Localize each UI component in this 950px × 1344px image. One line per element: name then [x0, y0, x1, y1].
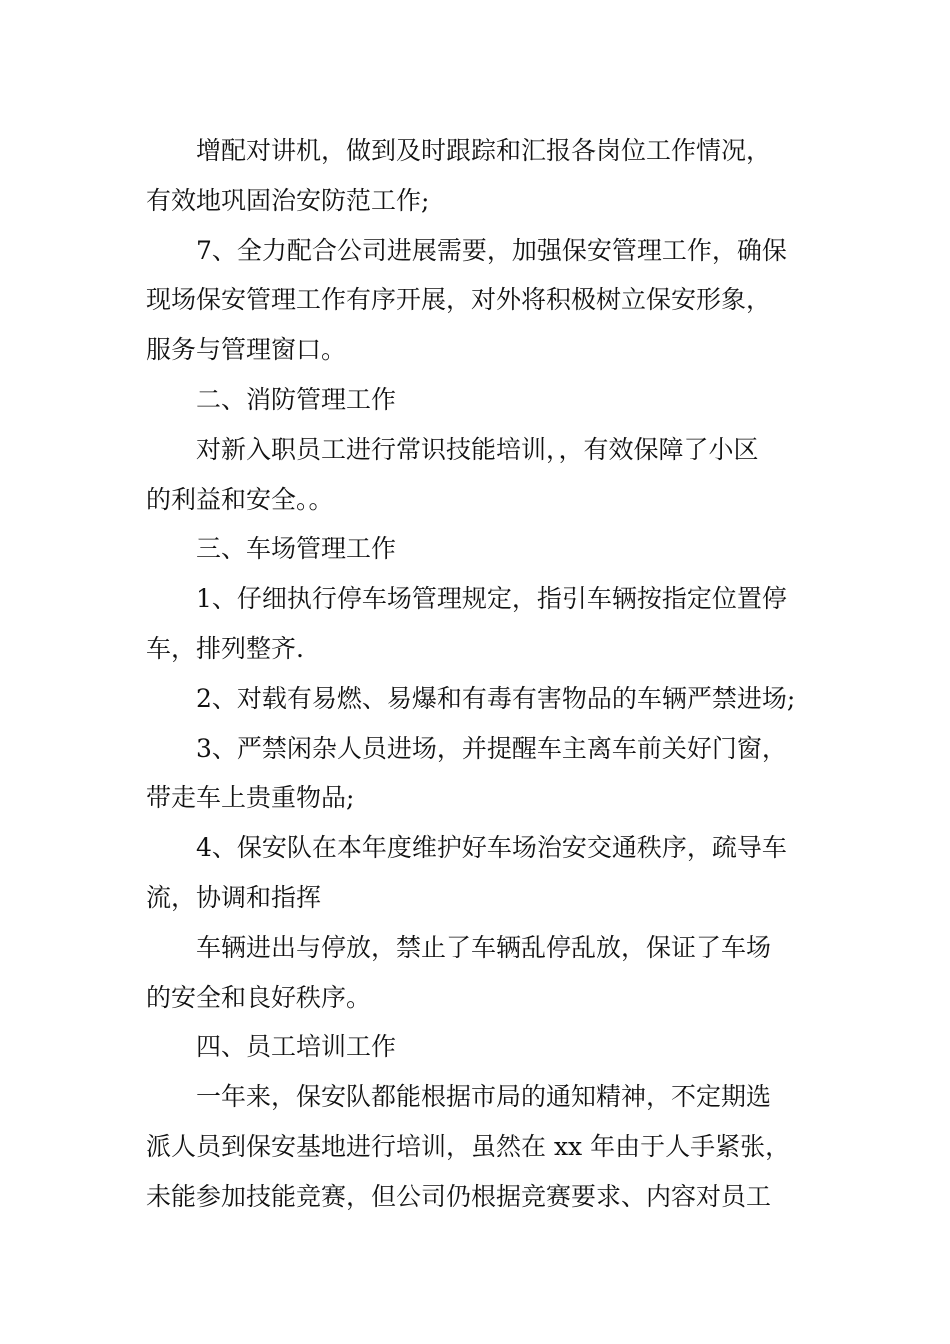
paragraph — [146, 425, 810, 525]
text-line: 二、消防管理工作 — [196, 384, 397, 414]
paragraph — [146, 674, 810, 724]
text-line: 车，排列整齐. — [146, 633, 304, 663]
text-line: 四、员工培训工作 — [196, 1032, 397, 1062]
paragraph — [146, 923, 810, 1023]
document-body — [146, 126, 810, 1222]
paragraph — [146, 524, 810, 574]
text-line: 车辆进出与停放，禁止了车辆乱停乱放，保证了车场 — [196, 932, 772, 962]
text-line: 带走车上贵重物品; — [146, 783, 355, 813]
paragraph — [146, 823, 810, 923]
text-line: 对新入职员工进行常识技能培训，，有效保障了小区 — [196, 434, 759, 464]
paragraph — [146, 574, 810, 674]
paragraph — [146, 226, 810, 375]
text-line: 流，协调和指挥 — [146, 882, 322, 912]
text-line: 服务与管理窗口。 — [146, 335, 347, 365]
text-line: 现场保安管理工作有序开展，对外将积极树立保安形象， — [146, 285, 772, 315]
text-line: 3、严禁闲杂人员进场，并提醒车主离车前关好门窗， — [196, 733, 787, 763]
text-line: 1、仔细执行停车场管理规定，指引车辆按指定位置停 — [196, 584, 787, 614]
text-line: 三、车场管理工作 — [196, 534, 397, 564]
text-line: 7、全力配合公司进展需要，加强保安管理工作，确保 — [196, 235, 787, 265]
text-line: 未能参加技能竞赛，但公司仍根据竞赛要求、内容对员工 — [146, 1181, 772, 1211]
paragraph — [146, 724, 810, 824]
text-line: 有效地巩固治安防范工作; — [146, 185, 430, 215]
paragraph — [146, 126, 810, 226]
text-line: 的利益和安全。。 — [146, 484, 334, 514]
text-line: 2、对载有易燃、易爆和有毒有害物品的车辆严禁进场; — [196, 683, 796, 713]
text-line: 一年来，保安队都能根据市局的通知精神，不定期选 — [196, 1082, 772, 1112]
paragraph — [146, 375, 810, 425]
text-line: 4、保安队在本年度维护好车场治安交通秩序，疏导车 — [196, 833, 787, 863]
paragraph — [146, 1022, 810, 1072]
text-line: 的安全和良好秩序。 — [146, 982, 372, 1012]
text-line: 增配对讲机，做到及时跟踪和汇报各岗位工作情况， — [196, 136, 772, 165]
paragraph — [146, 1072, 810, 1221]
text-line: 派人员到保安基地进行培训，虽然在 xx 年由于人手紧张， — [146, 1131, 791, 1161]
